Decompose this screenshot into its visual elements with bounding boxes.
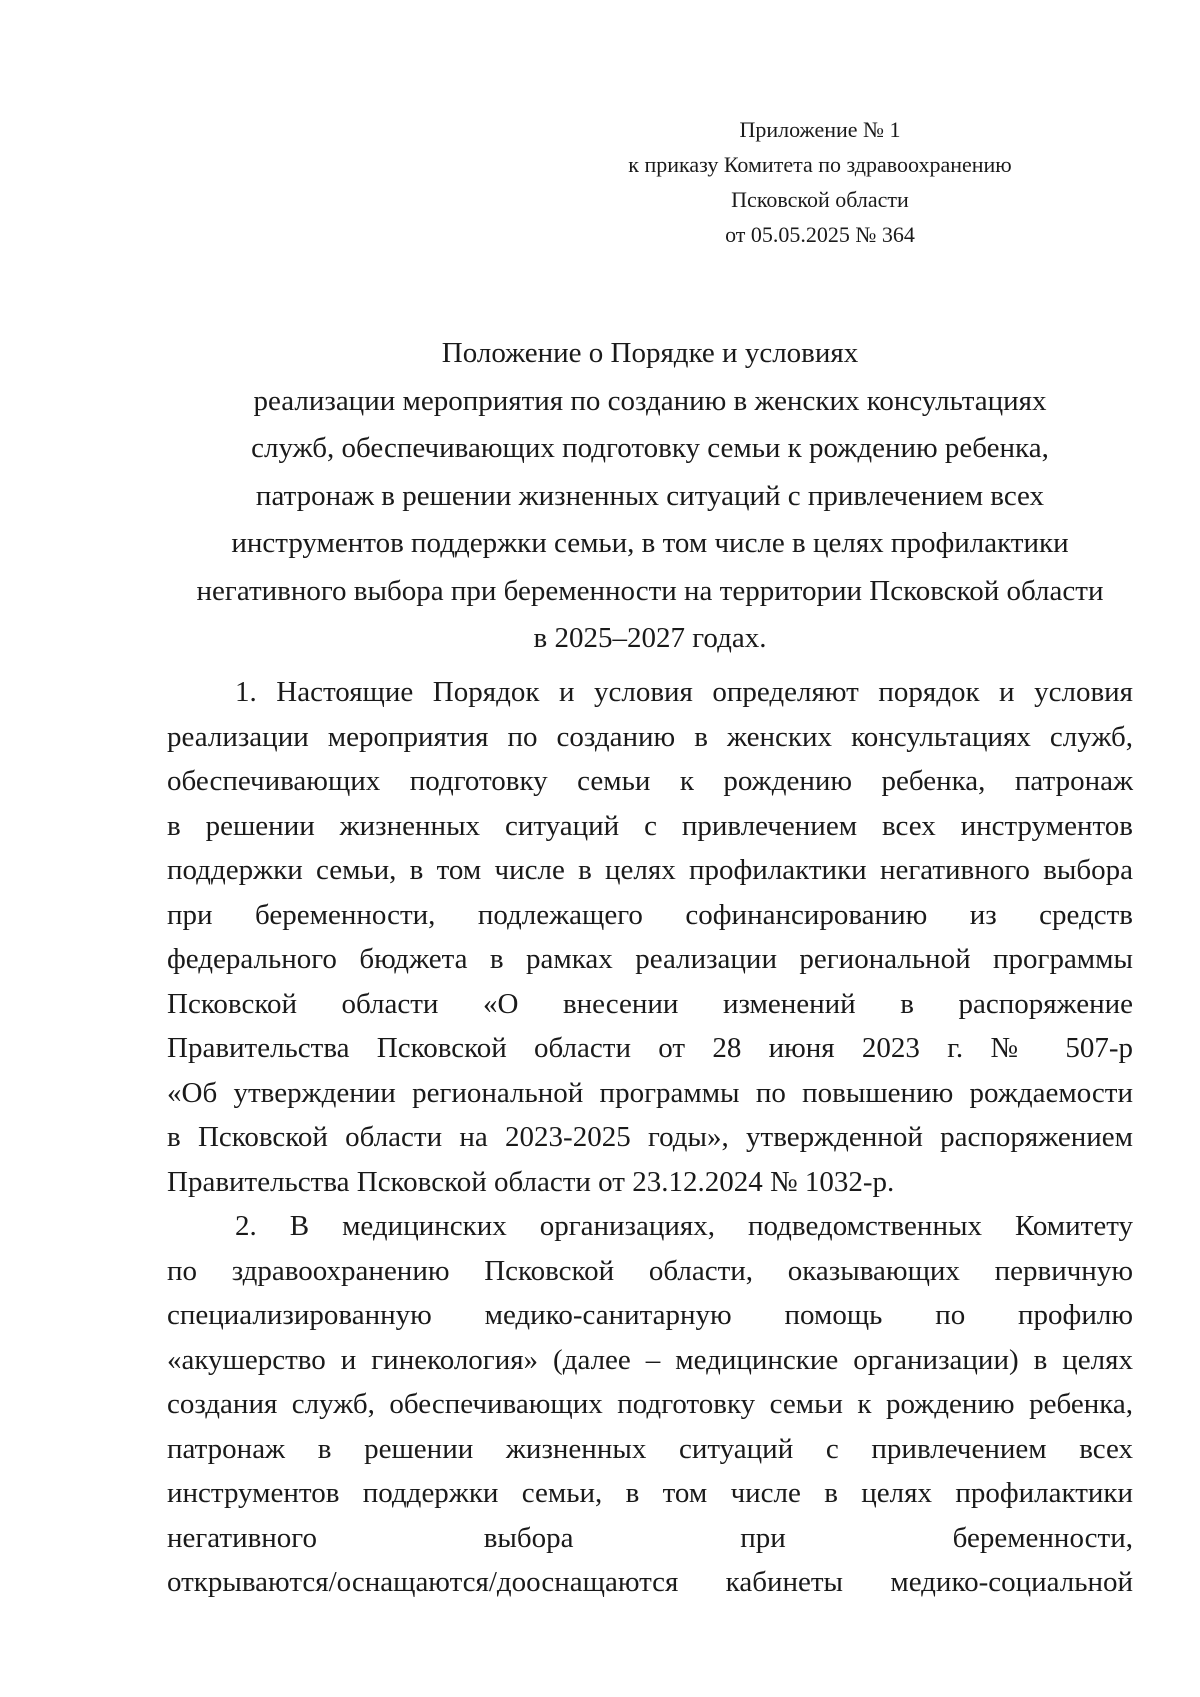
- paragraph-line: «Об утверждении региональной программы по повышению рождаемости: [167, 1076, 1133, 1109]
- paragraph-line: 1. Настоящие Порядок и условия определяют порядок и условия: [235, 676, 1133, 708]
- title-line: служб, обеспечивающих подготовку семьи к рождению ребенка,: [251, 432, 1049, 464]
- paragraph-line: в решении жизненных ситуаций с привлечением всех инструментов: [167, 809, 1133, 842]
- paragraph-2: [167, 1204, 1133, 1605]
- order-reference: к приказу Комитета по здравоохранению: [628, 152, 1012, 177]
- paragraph-line: патронаж в решении жизненных ситуаций с привлечением всех: [167, 1432, 1133, 1465]
- paragraph-line: инструментов поддержки семьи, в том числе в целях профилактики: [167, 1477, 1133, 1509]
- paragraph-line: Правительства Псковской области от 23.12.2024 № 1032-р.: [167, 1165, 895, 1198]
- paragraph-line: «акушерство и гинекология» (далее – медицинские организации) в целях: [167, 1343, 1133, 1376]
- paragraph-line: в Псковской области на 2023-2025 годы», утвержденной распоряжением: [167, 1121, 1133, 1153]
- paragraph-line: реализации мероприятия по созданию в женских консультациях служб,: [167, 720, 1133, 753]
- region-name: Псковской области: [731, 187, 909, 212]
- title-line: инструментов поддержки семьи, в том числе в целях профилактики: [231, 527, 1069, 559]
- paragraph-line: негативного выбора при беременности,: [167, 1521, 1133, 1554]
- order-date-number: от 05.05.2025 № 364: [725, 222, 915, 247]
- paragraph-line: федерального бюджета в рамках реализации региональной программы: [167, 943, 1133, 975]
- paragraph-line: поддержки семьи, в том числе в целях профилактики негативного выбора: [167, 854, 1133, 886]
- paragraph-line: создания служб, обеспечивающих подготовку семьи к рождению ребенка,: [167, 1388, 1133, 1420]
- paragraph-line: обеспечивающих подготовку семьи к рождению ребенка, патронаж: [167, 765, 1133, 797]
- paragraph-line: Правительства Псковской области от 28 июня 2023 г. № 507-р: [167, 1032, 1133, 1064]
- title-line: реализации мероприятия по созданию в женских консультациях: [253, 384, 1047, 417]
- paragraph-line: открываются/оснащаются/дооснащаются кабинеты медико-социальной: [167, 1566, 1133, 1598]
- paragraph-line: при беременности, подлежащего софинансированию из средств: [167, 898, 1133, 931]
- appendix-header: [560, 112, 1080, 252]
- title-line: негативного выбора при беременности на территории Псковской области: [196, 574, 1104, 607]
- document-title: [150, 330, 1150, 663]
- document-body: [167, 670, 1133, 1605]
- appendix-number: Приложение № 1: [739, 117, 901, 142]
- paragraph-1: [167, 670, 1133, 1204]
- paragraph-line: Псковской области «О внесении изменений в распоряжение: [167, 987, 1133, 1020]
- paragraph-line: по здравоохранению Псковской области, оказывающих первичную: [167, 1254, 1133, 1287]
- paragraph-line: 2. В медицинских организациях, подведомственных Комитету: [235, 1210, 1133, 1242]
- title-line: Положение о Порядке и условиях: [441, 337, 859, 369]
- title-line: в 2025–2027 годах.: [533, 622, 767, 654]
- paragraph-line: специализированную медико-санитарную помощь по профилю: [167, 1299, 1133, 1331]
- title-line: патронаж в решении жизненных ситуаций с привлечением всех: [255, 479, 1045, 512]
